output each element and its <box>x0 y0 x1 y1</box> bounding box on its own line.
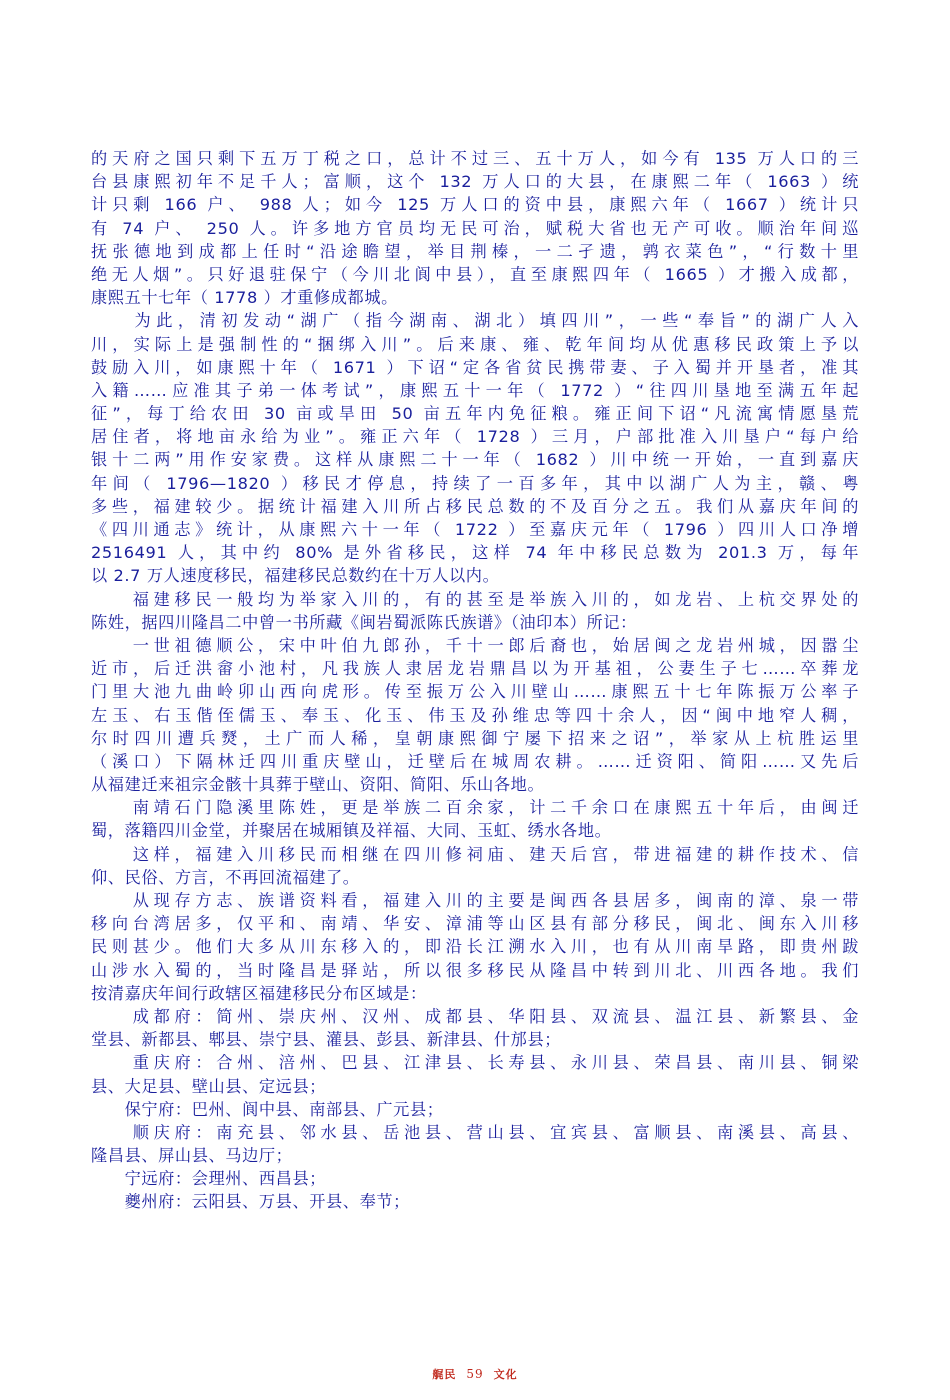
text-line: 一世祖德顺公，宋中叶伯九郎孙，千十一郎后裔也，始居闽之龙岩州城，因嚣尘 <box>91 635 859 655</box>
text-line: 成都府：简州、崇庆州、汉州、成都县、华阳县、双流县、温江县、新繁县、金 <box>91 1006 859 1026</box>
text-line: 有 74 户、 250 人。许多地方官员均无民可治，赋税大省也无产可收。顺治年间巡 <box>91 218 859 238</box>
text-line: 左玉、右玉偕侄儒玉、奉玉、化玉、伟玉及孙维忠等四十余人，因“闽中地窄人稠， <box>91 705 859 725</box>
text-line: 山涉水入蜀的，当时隆昌是驿站，所以很多移民从隆昌中转到川北、川西各地。我们 <box>91 960 859 980</box>
text-line: 仰、民俗、方言，不再回流福建了。 <box>91 867 360 887</box>
text-line: 入籍……应准其子弟一体考试”，康熙五十一年（ 1772 ）“往四川垦地至满五年起 <box>91 380 859 400</box>
text-line: 近市，后迁洪畲小池村，凡我族人隶居龙岩鼎昌以为开基祖，公妻生子七……卒葬龙 <box>91 659 859 679</box>
text-line: 征”，每丁给农田 30 亩或旱田 50 亩五年内免征粮。雍正间下诏“凡流寓情愿垦荒 <box>91 404 859 424</box>
text-line: 县、大足县、壁山县、定远县； <box>91 1076 327 1096</box>
text-line: 多些，福建较少。据统计福建入川所占移民总数的不及百分之五。我们从嘉庆年间的 <box>91 496 859 516</box>
text-line: 2516491 人，其中约 80% 是外省移民，这样 74 年中移民总数为 201.3 万，每年 <box>91 543 859 563</box>
body-text <box>91 147 859 1214</box>
text-line: 夔州府：云阳县、万县、开县、奉节； <box>91 1192 410 1212</box>
text-line: 南靖石门隐溪里陈姓，更是举族二百余家，计二千余口在康熙五十年后，由闽迁 <box>91 798 859 818</box>
text-line: 抚张德地到成都上任时“沿途瞻望，举目荆榛，一二孑遗，鹑衣菜色”，“行数十里 <box>91 241 859 261</box>
footer-left-label: 艉民 <box>432 1368 457 1381</box>
text-line: 《四川通志》统计，从康熙六十一年（ 1722 ）至嘉庆元年（ 1796 ）四川人口净增 <box>91 520 859 539</box>
text-line: 重庆府：合州、涪州、巴县、江津县、长寿县、永川县、荣昌县、南川县、铜梁 <box>91 1053 859 1073</box>
text-line: 银十二两”用作安家费。这样从康熙二十一年（ 1682 ）川中统一开始，一直到嘉庆 <box>91 450 859 470</box>
page-number: 59 <box>466 1367 484 1381</box>
text-line: 的天府之国只剩下五万丁税之口，总计不过三、五十万人，如今有 135 万人口的三 <box>91 149 859 168</box>
text-line: 按清嘉庆年间行政辖区福建移民分布区域是： <box>91 983 427 1003</box>
text-line: 门里大池九曲岭卯山西向虎形。传至振万公入川壁山……康熙五十七年陈振万公率子 <box>91 682 859 702</box>
text-line: 宁远府：会理州、西昌县； <box>91 1169 327 1189</box>
text-line: 川，实际上是强制性的“捆绑入川”。后来康、雍、乾年间均从优惠移民政策上予以 <box>91 334 859 354</box>
text-line: 鼓励入川，如康熙十年（ 1671 ）下诏“定各省贫民携带妻、子入蜀并开垦者，准其 <box>91 357 859 377</box>
text-line: 从现存方志、族谱资料看，福建入川的主要是闽西各县居多，闽南的漳、泉一带 <box>91 891 859 910</box>
text-line: 堂县、新都县、郫县、崇宁县、灌县、彭县、新津县、什邡县； <box>91 1030 562 1050</box>
text-line: 居住者，将地亩永给为业”。雍正六年（ 1728 ）三月，户部批准入川垦户“每户给 <box>91 427 859 447</box>
text-line: 隆昌县、屏山县、马边厅； <box>91 1146 293 1166</box>
page-footer <box>0 1366 950 1382</box>
text-line: 从福建迁来祖宗金骸十具葬于壁山、资阳、简阳、乐山各地。 <box>91 775 545 795</box>
footer-right-label: 文化 <box>493 1368 518 1381</box>
text-line: 保宁府：巴州、阆中县、南部县、广元县； <box>91 1099 444 1119</box>
text-line: 陈姓，据四川隆昌二中曾一书所藏《闽岩蜀派陈氏族谱》（油印本）所记： <box>91 612 637 632</box>
text-line: 计只剩 166 户、 988 人；如今 125 万人口的资中县，康熙六年（ 1667 ）统计只 <box>91 195 859 215</box>
text-line: 台县康熙初年不足千人；富顺，这个 132 万人口的大县，在康熙二年（ 1663 ）统 <box>91 172 859 192</box>
text-line: 这样，福建入川移民而相继在四川修祠庙、建天后宫，带进福建的耕作技术、信 <box>91 844 859 864</box>
text-line: 绝无人烟”。只好退驻保宁（今川北阆中县），直至康熙四年（ 1665 ）才搬入成都， <box>91 264 859 284</box>
text-line: 民则甚少。他们大多从川东移入的，即沿长江溯水入川，也有从川南旱路，即贵州跋 <box>91 937 859 957</box>
text-line: 福建移民一般均为举家入川的，有的甚至是举族入川的，如龙岩、上杭交界处的 <box>91 589 859 609</box>
text-line: 以 2.7 万人速度移民，福建移民总数约在十万人以内。 <box>91 566 500 586</box>
text-line: 移向台湾居多，仅平和、南靖、华安、漳浦等山区县有部分移民，闽北、闽东入川移 <box>91 914 859 934</box>
text-line: 顺庆府：南充县、邻水县、岳池县、营山县、宜宾县、富顺县、南溪县、高县、 <box>91 1122 859 1142</box>
text-line: 年间（ 1796—1820 ）移民才停息，持续了一百多年，其中以湖广人为主，赣、粤 <box>91 473 859 493</box>
text-line: 蜀，落籍四川金堂，并聚居在城厢镇及祥福、大同、玉虹、绣水各地。 <box>91 821 612 841</box>
text-line: 为此，清初发动“湖广（指今湖南、湖北）填四川”，一些“奉旨”的湖广人入 <box>91 311 859 331</box>
text-line: 尔时四川遭兵燹，土广而人稀，皇朝康熙御宁屡下招来之诏”，举家从上杭胜运里 <box>91 728 859 748</box>
text-line: 康熙五十七年（ 1778 ）才重修成都城。 <box>91 288 398 308</box>
text-line: （溪口）下隔林迁四川重庆壁山，迁壁后在城周农耕。……迁资阳、简阳……又先后 <box>91 751 859 771</box>
